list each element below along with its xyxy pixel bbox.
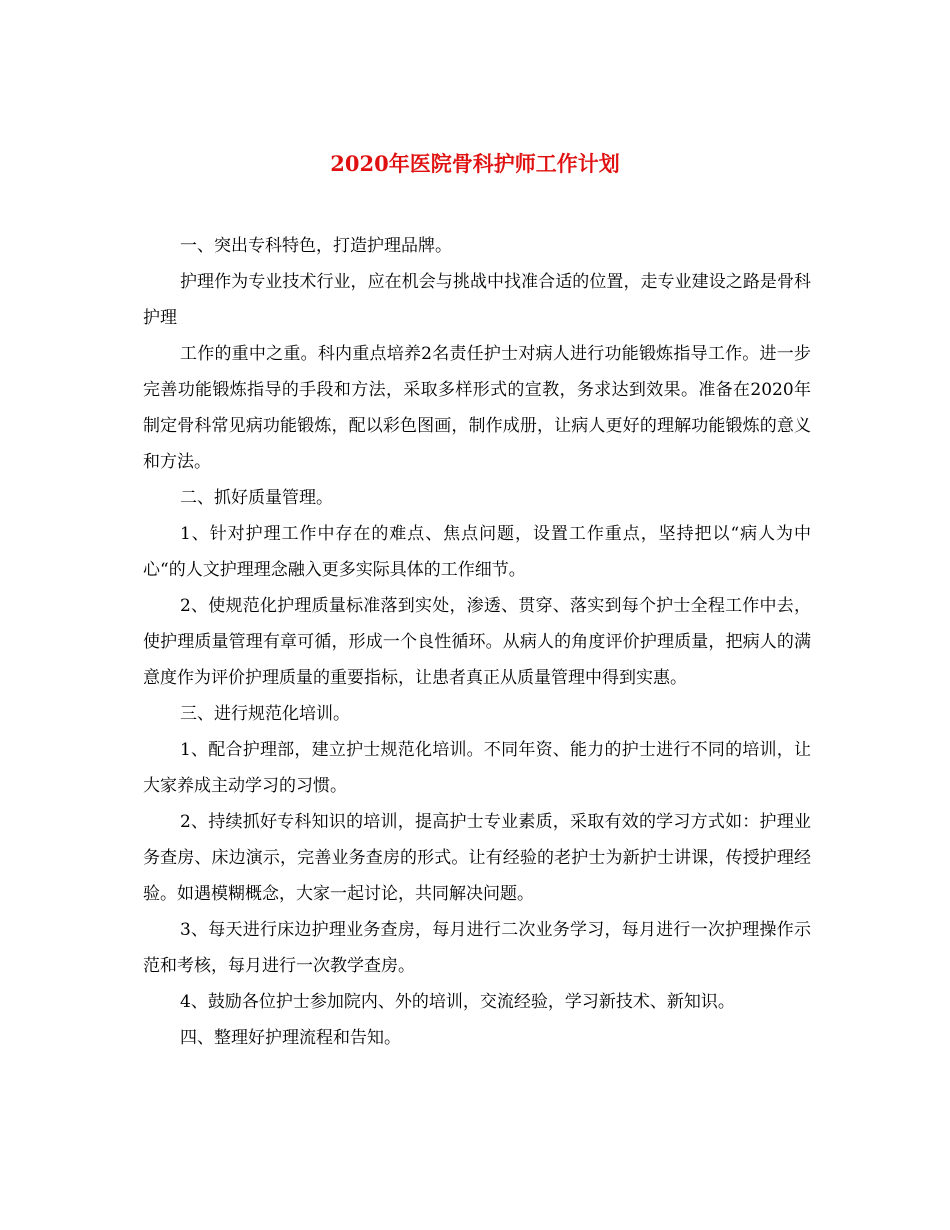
document-body bbox=[143, 228, 811, 1056]
section-heading-3: 三、进行规范化培训。 bbox=[180, 704, 350, 724]
list-item: 3、每天进行床边护理业务查房，每月进行二次业务学习，每月进行一次护理操作示范和考核，每月进行一次教学查房。 bbox=[143, 920, 811, 976]
list-item: 4、鼓励各位护士参加院内、外的培训，交流经验，学习新技术、新知识。 bbox=[180, 992, 735, 1012]
section-heading-4: 四、整理好护理流程和告知。 bbox=[180, 1028, 401, 1048]
section-heading-2: 二、抓好质量管理。 bbox=[180, 488, 333, 508]
list-item: 1、配合护理部，建立护士规范化培训。不同年资、能力的护士进行不同的培训，让大家养成主动学习的习惯。 bbox=[143, 740, 811, 796]
paragraph-intro: 护理作为专业技术行业，应在机会与挑战中找准合适的位置，走专业建设之路是骨科护理 bbox=[143, 272, 811, 328]
list-item: 1、针对护理工作中存在的难点、焦点问题，设置工作重点，坚持把以“病人为中心“的人文护理理念融入更多实际具体的工作细节。 bbox=[143, 524, 811, 580]
section-heading-1: 一、突出专科特色，打造护理品牌。 bbox=[180, 236, 452, 256]
list-item: 2、使规范化护理质量标准落到实处，渗透、贯穿、落实到每个护士全程工作中去，使护理质量管理有章可循，形成一个良性循环。从病人的角度评价护理质量，把病人的满意度作为评价护理质量的重要指标，让患者真正从质量管理中得到实惠。 bbox=[143, 596, 811, 688]
list-item: 2、持续抓好专科知识的培训，提高护士专业素质，采取有效的学习方式如：护理业务查房、床边演示，完善业务查房的形式。让有经验的老护士为新护士讲课，传授护理经验。如遇模糊概念，大家一起讨论，共同解决问题。 bbox=[143, 812, 811, 904]
paragraph-body: 工作的重中之重。科内重点培养2名责任护士对病人进行功能锻炼指导工作。进一步完善功能锻炼指导的手段和方法，采取多样形式的宣教，务求达到效果。准备在2020年制定骨科常见病功能锻炼，配以彩色图画，制作成册，让病人更好的理解功能锻炼的意义和方法。 bbox=[143, 344, 811, 472]
document-title: 2020年医院骨科护师工作计划 bbox=[330, 151, 620, 176]
